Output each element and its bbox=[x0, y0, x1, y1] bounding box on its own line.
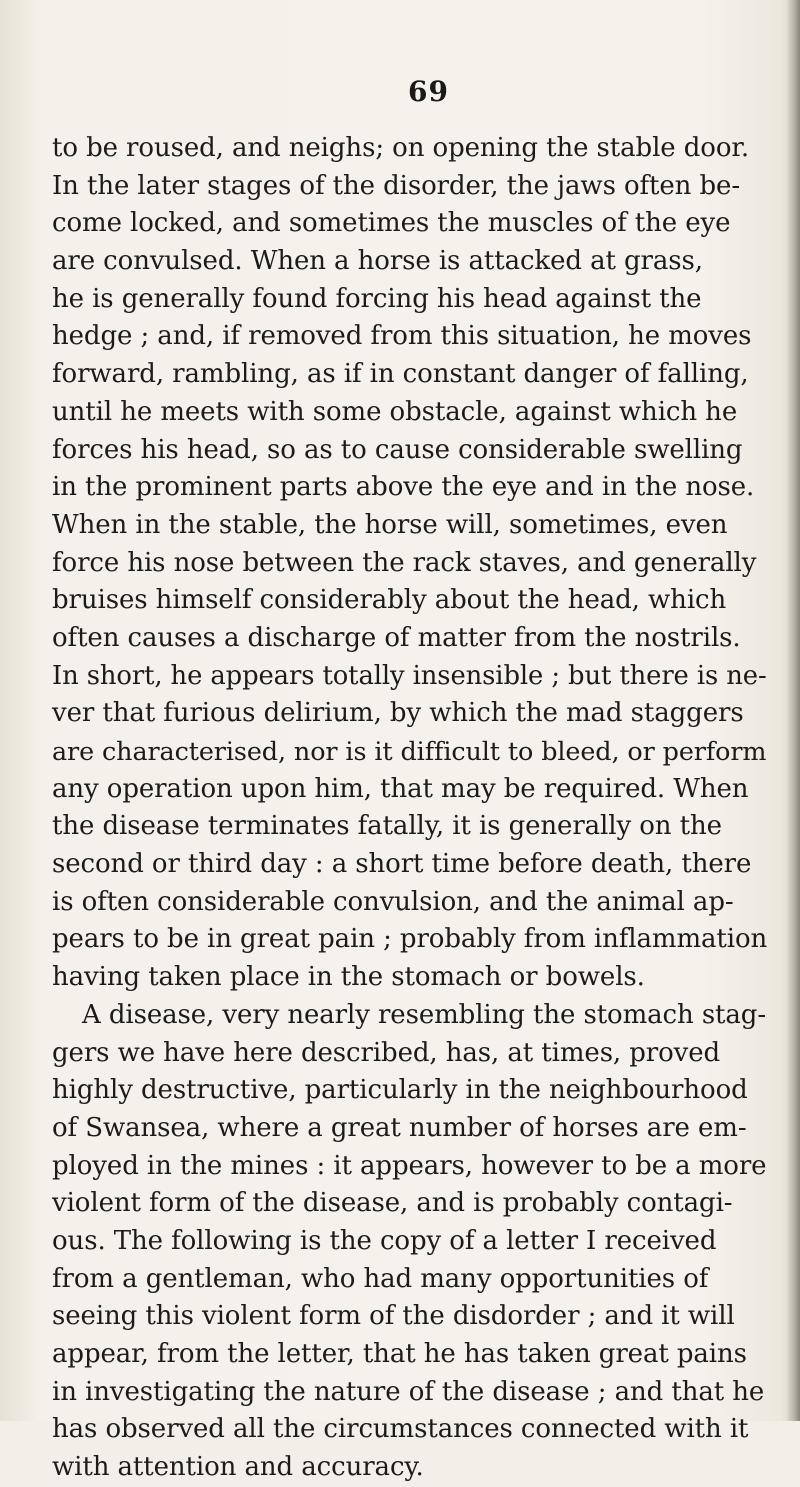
text-line: ver that furious delirium, by which the mad staggers bbox=[52, 698, 744, 729]
text-line: to be roused, and neighs; on opening the stable door. bbox=[52, 133, 750, 163]
text-line: having taken place in the stomach or bowels. bbox=[52, 962, 645, 993]
text-line: violent form of the disease, and is probably contagi- bbox=[52, 1188, 733, 1219]
text-line: he is generally found forcing his head against the bbox=[52, 283, 702, 314]
page-edge-shadow bbox=[786, 0, 800, 1421]
text-line: highly destructive, particularly in the neighbourhood bbox=[52, 1075, 748, 1106]
body-text bbox=[52, 130, 767, 1487]
text-line: When in the stable, the horse will, sometimes, even bbox=[52, 509, 728, 540]
text-line: In short, he appears totally insensible ; but there is ne- bbox=[52, 660, 767, 691]
text-line: bruises himself considerably about the head, which bbox=[52, 585, 727, 616]
text-line: come locked, and sometimes the muscles of the eye bbox=[52, 208, 731, 239]
text-line: forces his head, so as to cause considerable swelling bbox=[52, 434, 743, 465]
text-line: the disease terminates fatally, it is generally on the bbox=[52, 811, 722, 842]
text-line: has observed all the circumstances connected with it bbox=[52, 1414, 749, 1445]
paragraph-start-line: A disease, very nearly resembling the stomach stag- bbox=[82, 999, 767, 1030]
text-line: in the prominent parts above the eye and in the nose. bbox=[52, 472, 755, 503]
text-line: any operation upon him, that may be required. When bbox=[52, 773, 749, 804]
text-line: forward, rambling, as if in constant danger of falling, bbox=[52, 359, 749, 390]
text-line: until he meets with some obstacle, against which he bbox=[52, 396, 738, 427]
text-line: seeing this violent form of the disdorder ; and it will bbox=[52, 1301, 735, 1332]
text-line: is often considerable convulsion, and the animal ap- bbox=[52, 886, 734, 917]
text-line: gers we have here described, has, at times, proved bbox=[52, 1037, 721, 1068]
page-number: 69 bbox=[408, 75, 449, 108]
text-line: pears to be in great pain ; probably from inflammation bbox=[52, 924, 768, 955]
text-line: ous. The following is the copy of a letter I received bbox=[52, 1225, 717, 1256]
text-line: with attention and accuracy. bbox=[52, 1452, 424, 1483]
text-line: are characterised, nor is it difficult to bleed, or perform bbox=[52, 736, 767, 766]
text-line: are convulsed. When a horse is attacked at grass, bbox=[52, 246, 703, 277]
text-line: from a gentleman, who had many opportunities of bbox=[52, 1263, 709, 1294]
text-line: often causes a discharge of matter from the nostrils. bbox=[52, 622, 741, 653]
text-line: In the later stages of the disorder, the jaws often be- bbox=[52, 170, 741, 201]
text-line: hedge ; and, if removed from this situation, he moves bbox=[52, 321, 752, 352]
text-line: second or third day : a short time before death, there bbox=[52, 849, 752, 880]
text-line: ployed in the mines : it appears, however to be a more bbox=[52, 1150, 767, 1181]
text-line: appear, from the letter, that he has taken great pains bbox=[52, 1339, 747, 1369]
text-line: of Swansea, where a great number of horses are em- bbox=[52, 1112, 747, 1143]
text-line: in investigating the nature of the disease ; and that he bbox=[52, 1376, 765, 1407]
text-line: force his nose between the rack staves, and generally bbox=[52, 547, 757, 578]
